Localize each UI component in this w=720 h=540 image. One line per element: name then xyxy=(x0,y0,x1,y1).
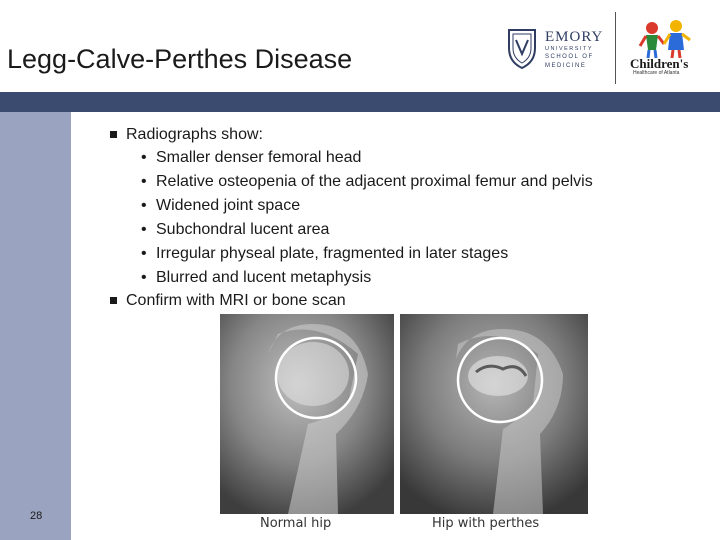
childrens-wordmark: Children's xyxy=(630,56,689,71)
sub-bullet-item: • Blurred and lucent metaphysis xyxy=(138,266,593,290)
svg-text:EMORY: EMORY xyxy=(545,29,604,45)
perthes-hip-caption: Hip with perthes xyxy=(432,516,540,531)
bullet-text: Radiographs show: xyxy=(126,126,263,143)
bullet-item xyxy=(108,124,593,290)
emory-logo xyxy=(505,24,605,74)
xray-images xyxy=(218,314,590,514)
left-sidebar xyxy=(0,112,71,540)
sub-bullet-list xyxy=(126,146,593,290)
bullet-text: Confirm with MRI or bone scan xyxy=(126,292,346,309)
sub-bullet-item: • Subchondral lucent area xyxy=(138,218,593,242)
normal-hip-caption: Normal hip xyxy=(260,516,332,531)
sub-bullet-item: • Smaller denser femoral head xyxy=(138,146,593,170)
bullet-list xyxy=(108,124,593,312)
normal-hip-radiograph xyxy=(220,314,394,514)
page-number: 28 xyxy=(30,510,43,522)
logo-divider xyxy=(615,12,616,84)
bullet-item xyxy=(108,290,593,312)
sub-bullet-item: • Irregular physeal plate, fragmented in later stages xyxy=(138,242,593,266)
slide-title: Legg-Calve-Perthes Disease xyxy=(7,44,353,74)
header-bar xyxy=(0,92,720,112)
childrens-tagline: Healthcare of Atlanta xyxy=(633,70,680,76)
svg-text:UNIVERSITY: UNIVERSITY xyxy=(545,46,594,52)
sub-bullet-item: • Widened joint space xyxy=(138,194,593,218)
svg-text:SCHOOL OF: SCHOOL OF xyxy=(545,54,594,60)
sub-bullet-item: • Relative osteopenia of the adjacent proximal femur and pelvis xyxy=(138,170,593,194)
xray-figure xyxy=(218,314,590,540)
svg-text:MEDICINE: MEDICINE xyxy=(545,63,587,69)
perthes-hip-radiograph xyxy=(400,314,588,514)
